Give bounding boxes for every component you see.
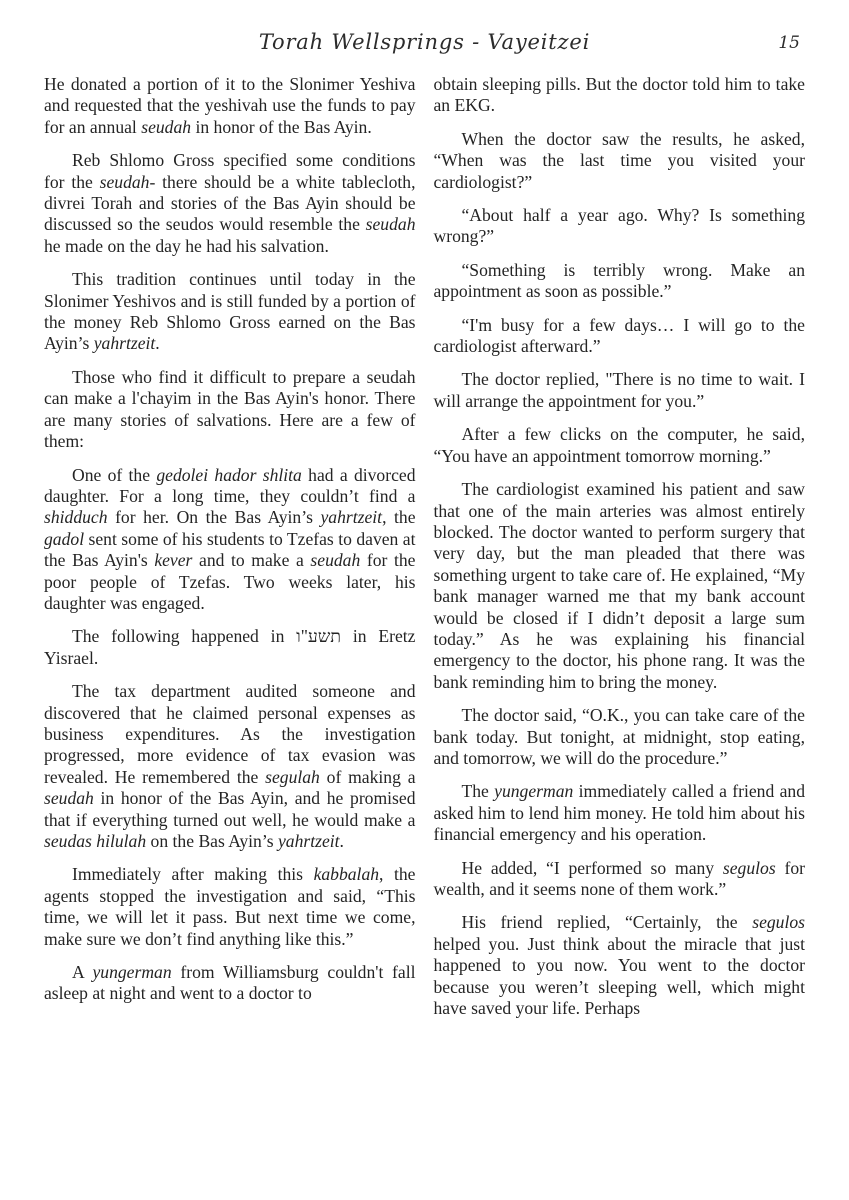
- italic-text-run: shidduch: [44, 507, 108, 528]
- text-run: , the: [382, 507, 416, 528]
- text-run: for her. On the Bas Ayin’s: [107, 507, 321, 528]
- paragraph: [44, 626, 416, 669]
- paragraph: [44, 864, 416, 950]
- italic-text-run: seudah: [99, 171, 150, 192]
- text-run: His friend replied, “Certainly, the: [461, 912, 753, 933]
- text-run: from Williamsburg couldn't fall asleep at night and went to a doctor to: [44, 962, 416, 1004]
- paragraph: [44, 465, 416, 615]
- italic-text-run: kever: [154, 550, 193, 571]
- page-body: [0, 74, 849, 1031]
- italic-text-run: yungerman: [494, 781, 574, 802]
- paragraph: [44, 150, 416, 257]
- paragraph: [434, 315, 806, 358]
- page-title: Torah Wellsprings - Vayeitzei: [258, 30, 591, 54]
- paragraph: [434, 912, 806, 1019]
- paragraph: [434, 74, 806, 117]
- text-run: immediately called a friend and asked him to lend him money. He told him about his financial emergency and his operation.: [433, 781, 805, 845]
- italic-text-run: segulos: [752, 912, 805, 933]
- paragraph: [434, 205, 806, 248]
- paragraph: [434, 424, 806, 467]
- italic-text-run: gedolei hador shlita: [156, 464, 302, 485]
- paragraph: [434, 705, 806, 769]
- left-column: [44, 74, 416, 1031]
- text-run: in honor of the Bas Ayin.: [191, 116, 372, 137]
- italic-text-run: yungerman: [92, 962, 172, 983]
- paragraph: [434, 129, 806, 193]
- text-run: He donated a portion of it to the Slonimer Yeshiva and requested that the yeshivah use the funds to pay for an annual: [44, 74, 416, 137]
- paragraph: [44, 367, 416, 453]
- text-run: and to make a: [192, 550, 311, 571]
- paragraph: [434, 369, 806, 412]
- text-run: This tradition continues until today in the Slonimer Yeshivos and is still funded by a portion of the money Reb Shlomo Gross earned on the Bas Ayin’s: [44, 269, 416, 354]
- text-run: “About half a year ago. Why? Is something wrong?”: [433, 205, 805, 247]
- text-run: .: [155, 333, 160, 354]
- text-run: helped you. Just think about the miracle that just happened to you now. You went to the doctor because you weren’t sleeping well, which might have saved your life. Perhaps: [433, 933, 805, 1019]
- text-run: One of the: [72, 464, 157, 485]
- paragraph: [44, 681, 416, 852]
- text-run: had a divorced daughter. For a long time, they couldn’t find a: [44, 464, 416, 506]
- text-run: Reb Shlomo Gross specified some conditions for the: [44, 150, 416, 192]
- page-number: 15: [778, 33, 800, 53]
- paragraph: [44, 962, 416, 1005]
- italic-text-run: segulos: [722, 857, 776, 878]
- italic-text-run: seudas hilulah: [44, 831, 147, 851]
- text-run: sent some of his students to Tzefas to daven at the Bas Ayin's: [44, 528, 416, 571]
- text-run: in honor of the Bas Ayin, and he promised that if everything turned out well, he would make a: [44, 788, 416, 830]
- italic-text-run: seudah: [44, 788, 94, 809]
- italic-text-run: yahrtzeit: [93, 333, 156, 354]
- text-run: A: [72, 962, 93, 983]
- italic-text-run: gadol: [44, 528, 85, 549]
- text-run: “Something is terribly wrong. Make an appointment as soon as possible.”: [433, 259, 805, 302]
- text-run: .: [339, 831, 344, 851]
- paragraph: [434, 858, 806, 901]
- paragraph: [434, 781, 806, 845]
- italic-text-run: segulah: [265, 766, 320, 787]
- text-run: The following happened in תשע"ו in Eretz Yisrael.: [44, 626, 416, 668]
- italic-text-run: yahrtzeit: [277, 831, 340, 851]
- text-run: The doctor replied, "There is no time to wait. I will arrange the appointment for you.”: [433, 369, 805, 411]
- paragraph: [434, 260, 806, 303]
- paragraph: [44, 269, 416, 355]
- text-run: for wealth, and it seems none of them work.”: [433, 857, 806, 899]
- page-header: [0, 0, 849, 57]
- text-run: “I'm busy for a few days… I will go to the cardiologist afterward.”: [433, 314, 805, 357]
- text-run: , the agents stopped the investigation and said, “This time, we will let it pass. But next time we come, make sure we don’t find anything like this.”: [44, 864, 416, 949]
- paragraph: [434, 479, 806, 693]
- text-run: The cardiologist examined his patient and saw that one of the main arteries was almost entirely blocked. The doctor wanted to perform surgery that very day, but the man pleaded that there was something urgent to take care of. He explained, “My bank manager warned me that my bank account would be closed if I didn’t deposit a large sum today.” As he was explaining his financial emergency to the doctor, his phone rang. It was the bank reminding him to bring the money.: [433, 479, 805, 692]
- text-run: - there should be a white tablecloth, divrei Torah and stories of the Bas Ayin should be discussed so the seudos would resemble the: [44, 171, 416, 235]
- text-run: Those who find it difficult to prepare a seudah can make a l'chayim in the Bas Ayin's honor. There are many stories of salvations. Here are a few of them:: [44, 366, 416, 452]
- text-run: Immediately after making this: [72, 864, 314, 885]
- italic-text-run: seudah: [141, 116, 192, 137]
- italic-text-run: seudah: [365, 214, 416, 235]
- text-run: on the Bas Ayin’s: [146, 831, 278, 851]
- italic-text-run: yahrtzeit: [320, 507, 383, 528]
- text-run: he made on the day he had his salvation.: [44, 235, 329, 256]
- text-run: The tax department audited someone and discovered that he claimed personal expenses as business expenditures. As the investigation progressed, more evidence of tax evasion was revealed. He remembered the: [44, 681, 416, 787]
- text-run: When the doctor saw the results, he asked, “When was the last time you visited your cardiologist?”: [433, 128, 805, 192]
- text-run: After a few clicks on the computer, he said, “You have an appointment tomorrow morning.”: [433, 424, 805, 466]
- text-run: He added, “I performed so many: [461, 857, 723, 878]
- right-column: [434, 74, 806, 1031]
- paragraph: [44, 74, 416, 138]
- italic-text-run: seudah: [310, 550, 361, 571]
- text-run: for the poor people of Tzefas. Two weeks later, his daughter was engaged.: [44, 550, 416, 613]
- text-run: The doctor said, “O.K., you can take care of the bank today. But tonight, at midnight, stop eating, and tomorrow, we will do the procedure.”: [433, 705, 805, 768]
- text-run: of making a: [319, 766, 416, 787]
- text-run: The: [461, 781, 495, 802]
- italic-text-run: kabbalah: [313, 864, 380, 885]
- text-run: obtain sleeping pills. But the doctor told him to take an EKG.: [433, 74, 805, 116]
